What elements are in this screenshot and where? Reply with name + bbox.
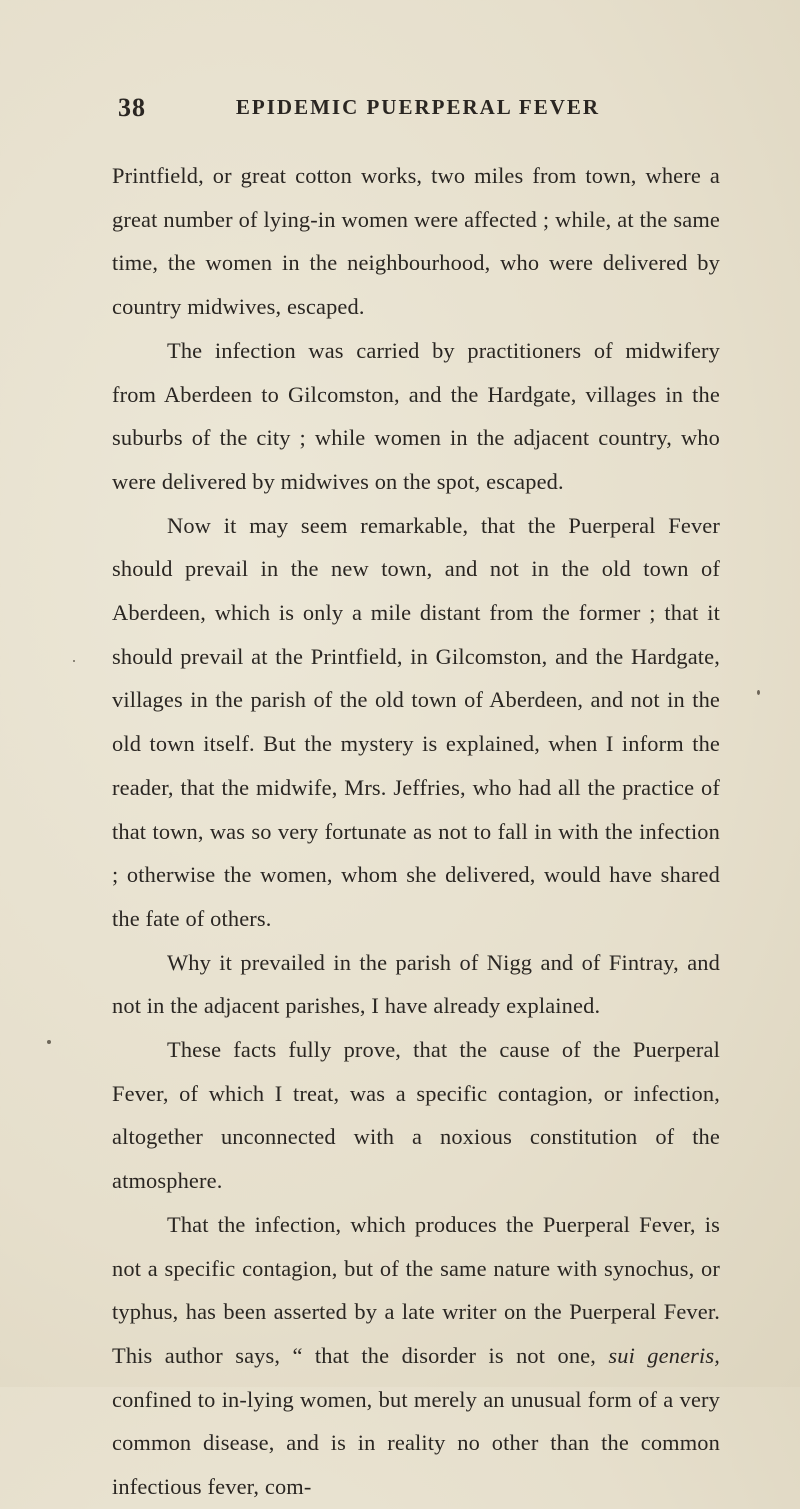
paper-speck (47, 1040, 51, 1044)
paragraph-synochus (112, 1203, 720, 1509)
page-number: 38 (118, 93, 146, 122)
paper-speck (73, 660, 75, 662)
paper-speck (757, 690, 760, 695)
page-header (118, 93, 718, 133)
paragraph-infection-carried: The infection was carried by practitioners of midwifery from Aberdeen to Gilcomston, and the Hardgate, villages in the suburbs of the city ; while women in the adjacent country, who were delivered by midwives on the spot, escaped. (112, 337, 720, 494)
text-segment: That the infection, which produces the Puerperal Fever, is not a specific contagion, but of the same nature with synochus, or typhus, has been asserted by a late writer on the Puerperal Fever. This author says, “ that the disorder is not one, (112, 1211, 720, 1368)
text-segment: confined to in-lying women, but merely an unusual form of a very common disease, and is in reality no other than the common infectious fever, com- (112, 1386, 720, 1500)
running-title: EPIDEMIC PUERPERAL FEVER (235, 95, 601, 119)
paragraph-nigg-fintray: Why it prevailed in the parish of Nigg and of Fintray, and not in the adjacent parishes, I have already explained. (112, 949, 720, 1019)
body-text (112, 154, 720, 1509)
paragraph-new-town: Now it may seem remarkable, that the Puerperal Fever should prevail in the new town, and not in the old town of Aberdeen, which is only a mile distant from the former ; that it should prevail at the Printfield, in Gilcomston, and the Hardgate, villages in the parish of the old town of Aberdeen, and not in the old town itself. But the mystery is explained, when I inform the reader, that the midwife, Mrs. Jeffries, who had all the practice of that town, was so very fortunate as not to fall in with the infection ; otherwise the women, whom she delivered, would have shared the fate of others. (112, 512, 720, 931)
italic-phrase: sui generis, (608, 1342, 720, 1368)
paragraph-continuation: Printfield, or great cotton works, two miles from town, where a great number of lying-in women were affected ; while, at the same time, the women in the neighbourhood, who were delivered by country midwives, escaped. (112, 163, 720, 320)
paragraph-specific-contagion: These facts fully prove, that the cause of the Puerperal Fever, of which I treat, was a specific contagion, or infection, altogether unconnected with a noxious constitution of the atmosphere. (112, 1037, 720, 1194)
